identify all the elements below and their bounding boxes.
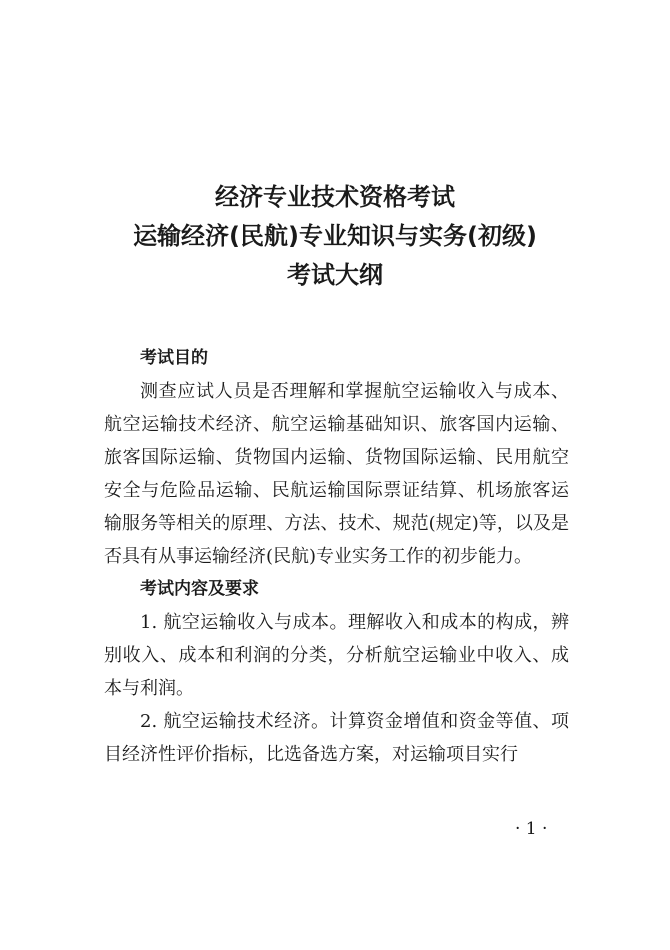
section-heading-exam-purpose: 考试目的 — [140, 348, 208, 368]
document-body — [104, 342, 569, 771]
title-line-1: 经济专业技术资格考试 — [215, 183, 455, 211]
title-line-2: 运输经济(民航)专业知识与实务(初级) — [133, 222, 537, 250]
page-number: · 1 · — [515, 819, 548, 839]
paragraph-item-1: 1. 航空运输收入与成本。理解收入和成本的构成，辨别收入、成本和利润的分类，分析航空运输业中收入、成本与利润。 — [104, 612, 569, 699]
paragraph-exam-purpose: 测查应试人员是否理解和掌握航空运输收入与成本、航空运输技术经济、航空运输基础知识、旅客国内运输、旅客国际运输、货物国内运输、货物国际运输、民用航空安全与危险品运输、民航运输国际票证结算、机场旅客运输服务等相关的原理、方法、技术、规范(规定)等，以及是否具有从事运输经济(民航)专业实务工作的初步能力。 — [104, 381, 569, 567]
section-heading-exam-content: 考试内容及要求 — [140, 579, 259, 599]
document-title — [0, 178, 670, 295]
title-line-3: 考试大纲 — [287, 261, 383, 289]
paragraph-item-2: 2. 航空运输技术经济。计算资金增值和资金等值、项目经济性评价指标，比选备选方案，对运输项目实行 — [104, 711, 569, 765]
